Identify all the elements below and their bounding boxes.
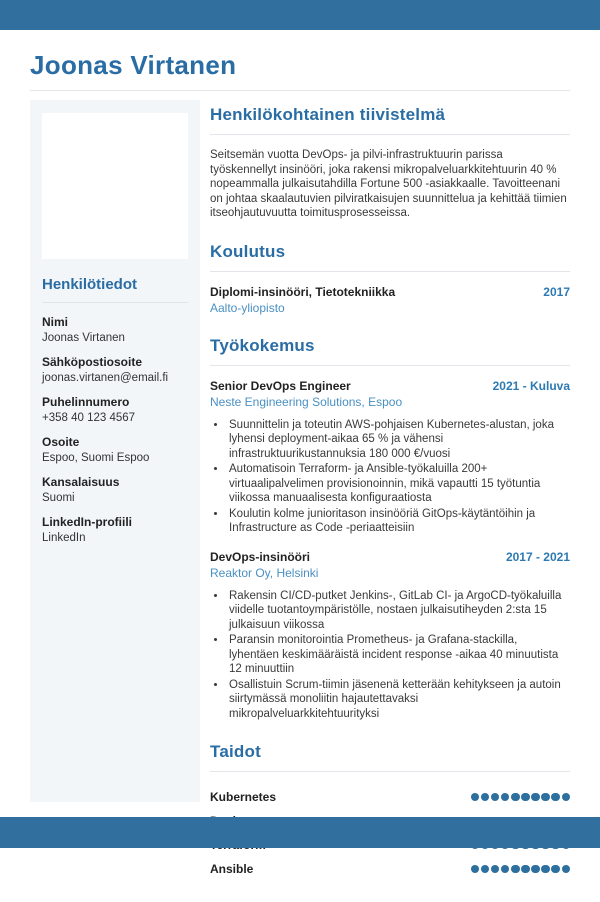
education-entry-header (210, 285, 570, 299)
page-title: Joonas Virtanen (30, 50, 237, 80)
title-divider (30, 90, 570, 91)
field-value: +358 40 123 4567 (42, 412, 136, 424)
section-skills (210, 742, 570, 881)
section-experience (210, 336, 570, 722)
field-label: Osoite (42, 435, 80, 449)
job-date: 2021 - Kuluva (492, 378, 570, 393)
top-accent-bar (0, 0, 600, 30)
education-entry (210, 285, 570, 315)
job-entry-header (210, 550, 570, 564)
skill-dot (521, 793, 530, 802)
job-bullet: • Osallistuin Scrum-tiimin jäsenenä ketterään kehitykseen ja autoin siirtymässä monoliitin hajautettavaksi mikropalveluarkkitehtuurityksi (227, 678, 570, 722)
job-date: 2017 - 2021 (505, 549, 570, 564)
skill-dot (551, 793, 560, 802)
skill-row-kubernetes (210, 785, 570, 809)
sidebar-heading: Henkilötiedot (42, 276, 188, 303)
skill-dot (501, 865, 510, 874)
skill-row-ansible (210, 857, 570, 881)
company-link[interactable]: Reaktor Oy, Helsinki (210, 565, 319, 580)
skill-dot (562, 793, 571, 802)
field-phone (42, 395, 188, 425)
education-heading: Koulutus (210, 242, 570, 272)
skill-dot (481, 865, 490, 874)
field-label: Sähköpostiosoite (42, 355, 143, 369)
photo-placeholder (42, 113, 188, 259)
section-summary (210, 105, 570, 221)
skill-name: Ansible (210, 862, 254, 876)
field-value: LinkedIn (42, 532, 86, 544)
skill-dot (551, 865, 560, 874)
skill-dot (531, 793, 540, 802)
skill-dot (511, 865, 520, 874)
field-value: Espoo, Suomi Espoo (42, 452, 150, 464)
field-email (42, 355, 188, 385)
main-column (210, 105, 570, 902)
summary-heading: Henkilökohtainen tiivistelmä (210, 105, 570, 135)
company-link[interactable]: Neste Engineering Solutions, Espoo (210, 394, 403, 409)
job-entry-header (210, 379, 570, 393)
job-entry (210, 379, 570, 536)
degree-title: Diplomi-insinööri, Tietotekniikka (210, 284, 396, 299)
skill-dot (541, 793, 550, 802)
field-value: joonas.virtanen@email.fi (42, 372, 169, 384)
skill-dot (541, 865, 550, 874)
job-bullet: • Rakensin CI/CD-putket Jenkins-, GitLab CI- ja ArgoCD-työkaluilla viidelle tuotantoympäristölle, nostaen julkaisutiheyden 2:sta 15 julkaisuun viikossa (227, 589, 570, 633)
field-nationality (42, 475, 188, 505)
skill-dot (562, 865, 571, 874)
skill-dot (491, 793, 500, 802)
skill-dot (531, 865, 540, 874)
job-bullet: • Suunnittelin ja toteutin AWS-pohjaisen Kubernetes-alustan, joka lyhensi deployment-aikaa 65 % ja vähensi infrastruktuurikustannuksia 180 000 €/vuosi (227, 418, 570, 462)
school-link[interactable]: Aalto-yliopisto (210, 300, 285, 315)
skill-dot (471, 865, 480, 874)
field-address (42, 435, 188, 465)
job-bullet: • Automatisoin Terraform- ja Ansible-työkaluilla 200+ virtuaalipalvelimen provisionoinnin, mikä vapautti 15 työtuntia viikossa manuaalisesta konfiguraatiosta (227, 462, 570, 506)
field-label: Nimi (42, 315, 69, 329)
field-linkedin (42, 515, 188, 545)
skill-dot (521, 865, 530, 874)
skill-dot (481, 793, 490, 802)
skill-dot (471, 793, 480, 802)
job-title: DevOps-insinööri (210, 549, 311, 564)
job-title: Senior DevOps Engineer (210, 378, 351, 393)
job-bullet: • Koulutin kolme junioritason insinööriä GitOps-käytäntöihin ja Infrastructure as Code -periaatteisiin (227, 507, 570, 536)
personal-info-fields (42, 315, 188, 545)
summary-text: Seitsemän vuotta DevOps- ja pilvi-infrastruktuurin parissa työskennellyt insinööri, joka rakensi mikropalveluarkkitehtuurin 40 % nopeammalla julkaisutahdilla Fortune 500 -asiakkaalle. Tavoitteenani on johtaa skaalautuvien pilviratkaisujen suunnittelua ja kehittää tiimien itseohjautuvuutta toimitusprosesseissa. (210, 149, 567, 219)
job-bullets (227, 589, 570, 722)
section-education (210, 242, 570, 315)
skills-heading: Taidot (210, 742, 570, 772)
field-value: Suomi (42, 492, 75, 504)
sidebar (30, 100, 200, 802)
job-bullet: • Paransin monitorointia Prometheus- ja Grafana-stackilla, lyhentäen keskimääräistä incident response -aikaa 40 minuutista 12 minuuttiin (227, 633, 570, 677)
job-entry (210, 550, 570, 722)
skill-name: Kubernetes (210, 790, 277, 804)
skill-level-dots (469, 865, 570, 874)
skill-dot (511, 793, 520, 802)
bottom-accent-bar (0, 817, 600, 848)
education-date: 2017 (543, 284, 570, 299)
field-name (42, 315, 188, 345)
field-label: LinkedIn-profiili (42, 515, 132, 529)
job-bullets (227, 418, 570, 536)
skill-dot (491, 865, 500, 874)
field-label: Kansalaisuus (42, 475, 120, 489)
field-label: Puhelinnumero (42, 395, 130, 409)
skill-dot (501, 793, 510, 802)
field-value: Joonas Virtanen (42, 332, 125, 344)
skill-level-dots (469, 793, 570, 802)
experience-heading: Työkokemus (210, 336, 570, 366)
